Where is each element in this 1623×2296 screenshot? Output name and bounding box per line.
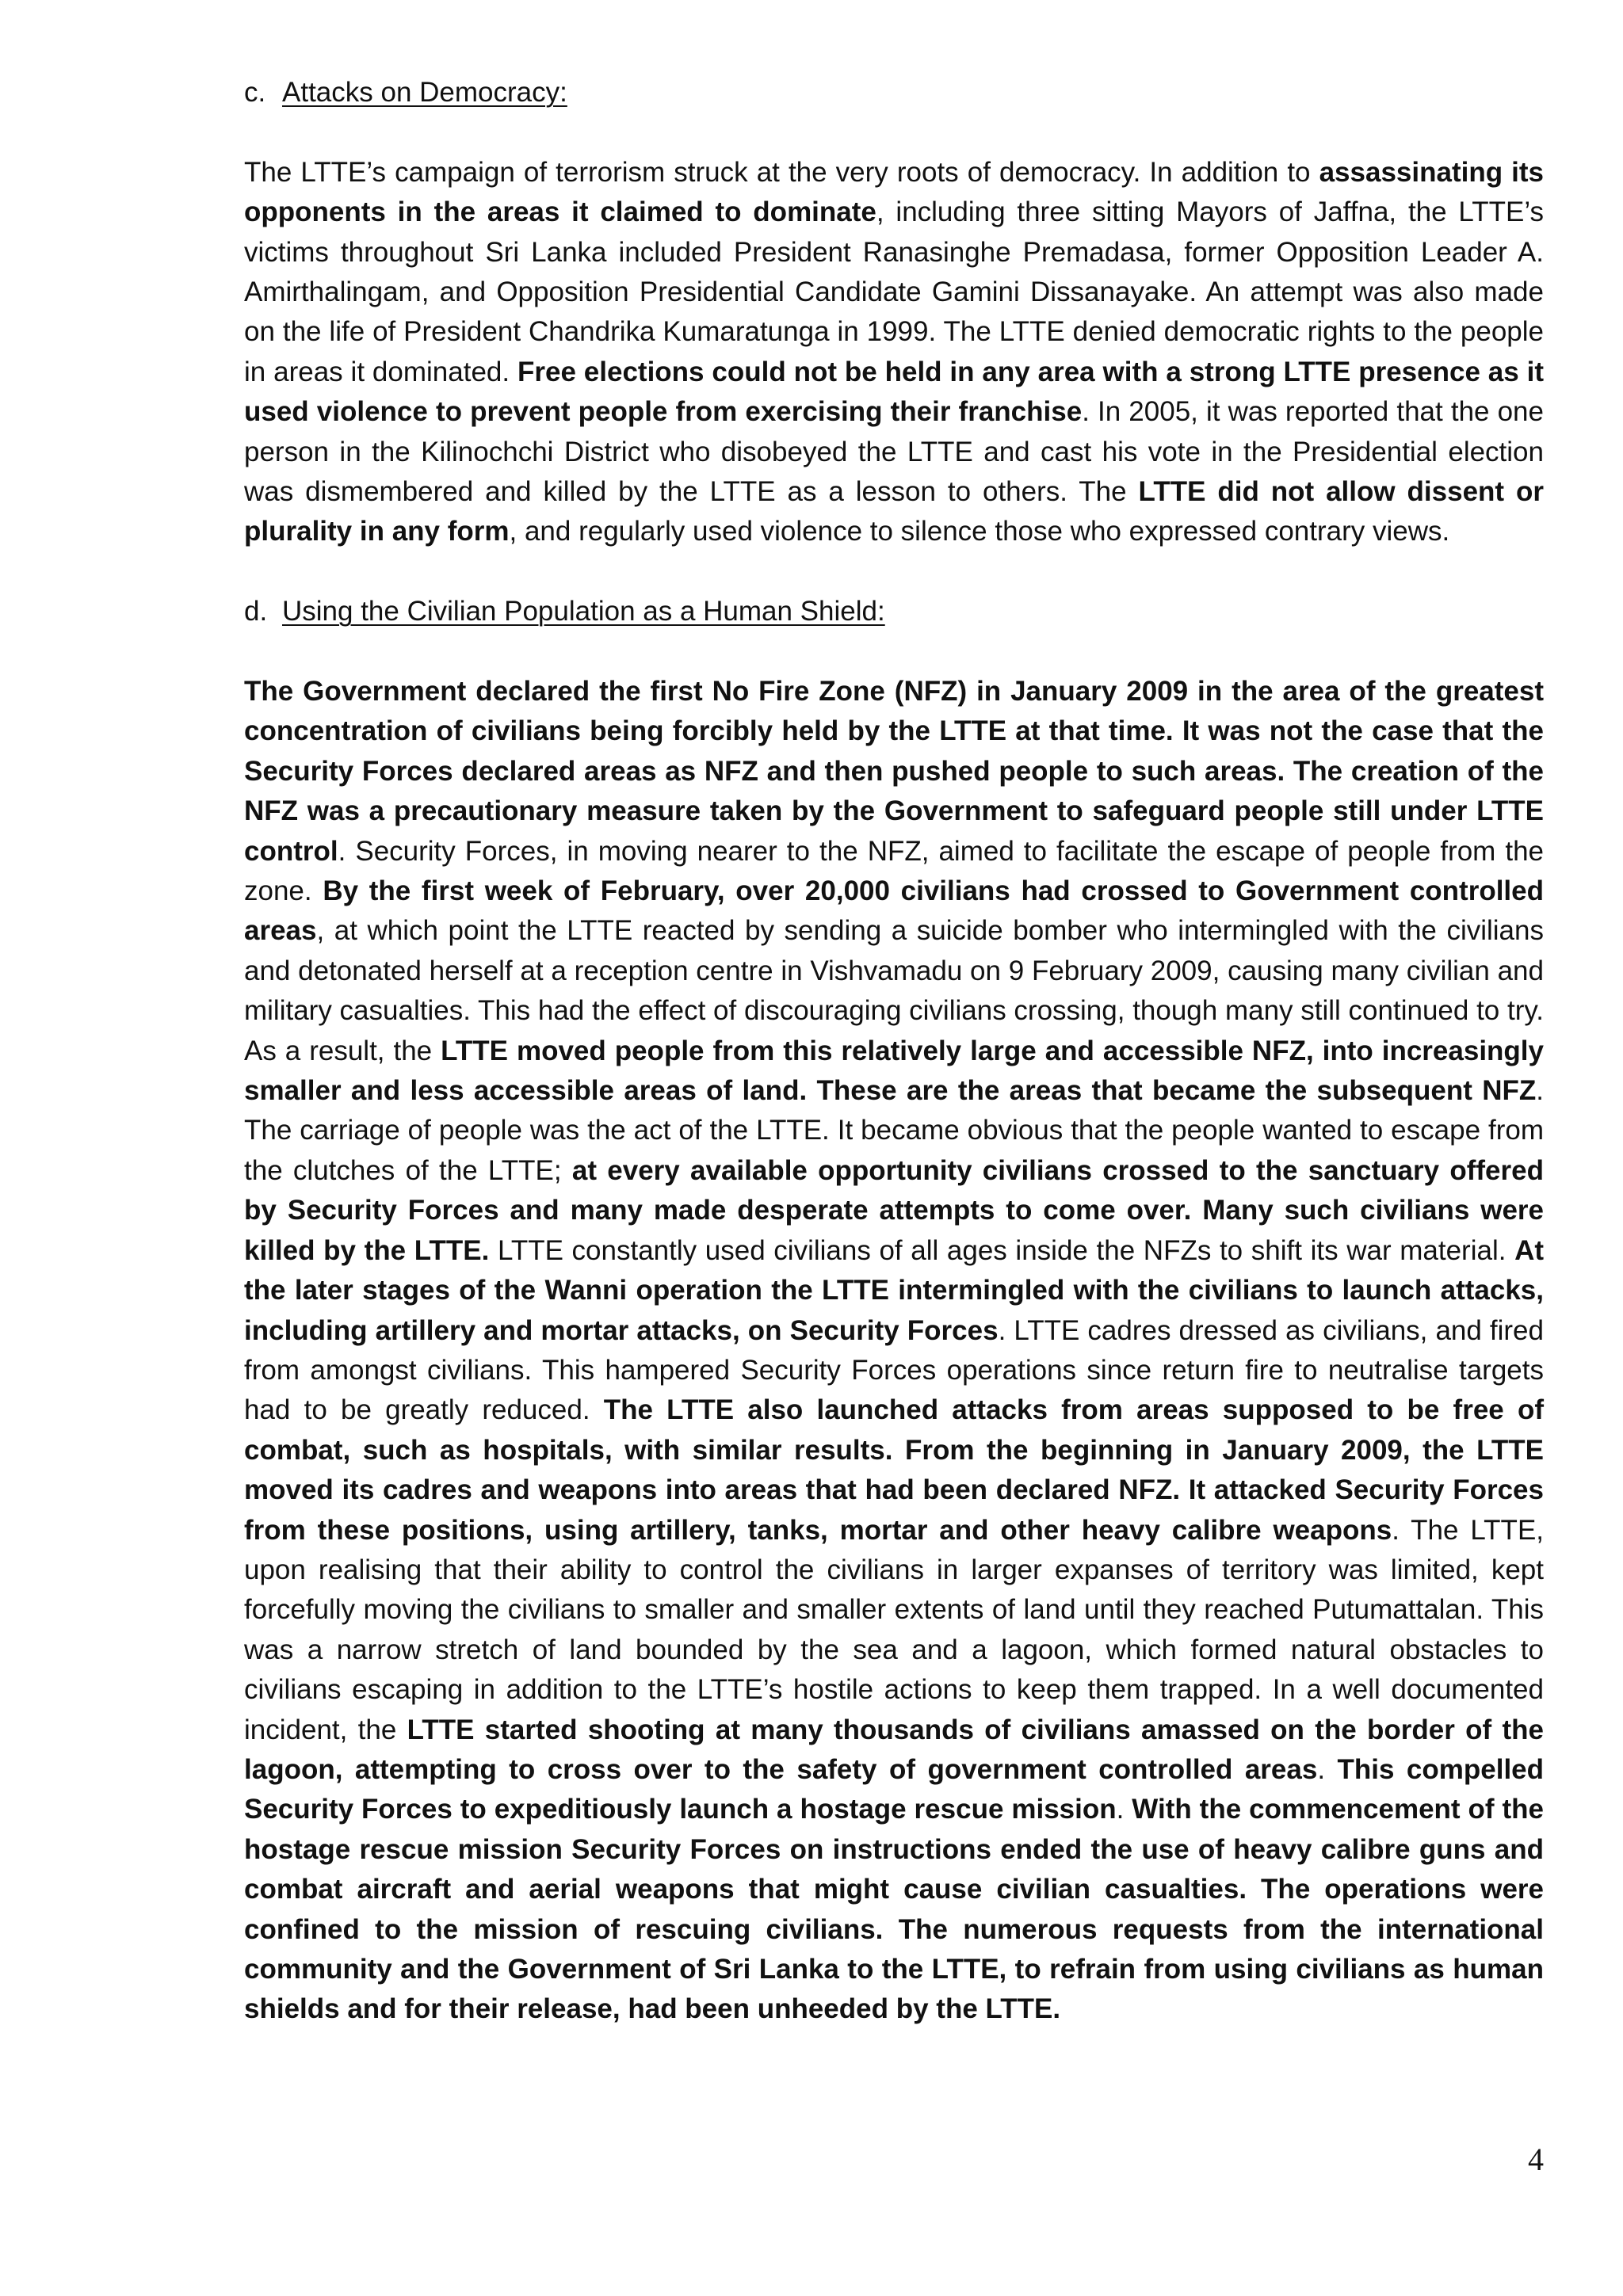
- text-run: .: [1116, 1794, 1132, 1825]
- bold-text-run: Free elections could not be held in any area with a strong LTTE presence as it used violence to prevent people from exercising their franchise: [244, 356, 1544, 428]
- text-run: , including three sitting Mayors of Jaffna, the LTTE’s victims throughout Sri Lanka included President Ranasinghe Premadasa, former Opposition Leader A. Amirthalingam, and Opposition Presidential Candidate Gamini Dissanayake. An attempt was also made on the life of President Chandrika Kumaratunga in 1999. The LTTE denied democratic rights to the people in areas it dominated.: [244, 196, 1545, 387]
- bold-text-run: assassinating its opponents in the areas it claimed to dominate: [244, 156, 1544, 228]
- section-c-letter: c.: [244, 77, 266, 108]
- text-run: LTTE constantly used civilians of all ages inside the NFZs to shift its war material.: [489, 1234, 1515, 1266]
- section-c-heading: [244, 73, 1544, 113]
- section-c-title: Attacks on Democracy:: [282, 77, 567, 108]
- text-run: The LTTE’s campaign of terrorism struck at the very roots of democracy. In addition to: [244, 156, 1319, 188]
- bold-text-run: LTTE did not allow dissent or plurality in any form: [244, 476, 1544, 547]
- section-d-heading: [244, 592, 1544, 631]
- section-d-paragraph: [244, 672, 1544, 2030]
- text-run: . LTTE cadres dressed as civilians, and fired from amongst civilians. This hampered Security Forces operations since return fire to neutralise targets had to be greatly reduced.: [244, 1314, 1544, 1426]
- section-d-letter: d.: [244, 596, 268, 627]
- bold-text-run: The LTTE also launched attacks from areas supposed to be free of combat, such as hospitals, with similar results. From the beginning in January 2009, the LTTE moved its cadres and weapons into areas that had been declared NFZ. It attacked Security Forces from these positions, using artillery, tanks, mortar and other heavy calibre weapons: [244, 1394, 1544, 1546]
- text-run: , at which point the LTTE reacted by sending a suicide bomber who intermingled with the civilians and detonated herself at a reception centre in Vishvamadu on 9 February 2009, causing many civilian and military casualties. This had the effect of discouraging civilians crossing, though many still continued to try. As a result, the: [244, 915, 1544, 1066]
- section-d-title: Using the Civilian Population as a Human Shield:: [282, 596, 885, 627]
- bold-text-run: By the first week of February, over 20,000 civilians had crossed to Government controlled areas: [244, 875, 1544, 947]
- text-run: . In 2005, it was reported that the one person in the Kilinochchi District who disobeyed the LTTE and cast his vote in the Presidential election was dismembered and killed by the LTTE as a lesson to others. The: [244, 396, 1544, 508]
- bold-text-run: The Government declared the first No Fire Zone (NFZ) in January 2009 in the area of the greatest concentration of civilians being forcibly held by the LTTE at that time. It was not the case that the Security Forces declared areas as NFZ and then pushed people to such areas. The creation of the NFZ was a precautionary measure taken by the Government to safeguard people still under LTTE control: [244, 676, 1544, 867]
- bold-text-run: at every available opportunity civilians crossed to the sanctuary offered by Security Forces and many made desperate attempts to come over. Many such civilians were killed by the LTTE.: [244, 1154, 1544, 1266]
- text-run: . Security Forces, in moving nearer to the NFZ, aimed to facilitate the escape of people from the zone.: [244, 835, 1544, 907]
- bold-text-run: LTTE moved people from this relatively large and accessible NFZ, into increasingly smaller and less accessible areas of land. These are the areas that became the subsequent NFZ: [244, 1035, 1545, 1107]
- section-c-paragraph: [244, 153, 1544, 552]
- page-number: 4: [1528, 2142, 1544, 2177]
- bold-text-run: With the commencement of the hostage rescue mission Security Forces on instructions ended the use of heavy calibre guns and combat aircraft and aerial weapons that might cause civilian casualties. The operations were confined to the mission of rescuing civilians. The numerous requests from the international community and the Government of Sri Lanka to the LTTE, to refrain from using civilians as human shields and for their release, had been unheeded by the LTTE.: [244, 1794, 1544, 2025]
- bold-text-run: At the later stages of the Wanni operation the LTTE intermingled with the civilians to launch attacks, including artillery and mortar attacks, on Security Forces: [244, 1234, 1545, 1346]
- text-run: , and regularly used violence to silence those who expressed contrary views.: [509, 516, 1450, 547]
- bold-text-run: LTTE started shooting at many thousands of civilians amassed on the border of the lagoon, attempting to cross over to the safety of government controlled areas: [244, 1714, 1544, 1785]
- text-run: . The carriage of people was the act of the LTTE. It became obvious that the people wanted to escape from the clutches of the LTTE;: [244, 1075, 1544, 1186]
- text-run: .: [1317, 1753, 1338, 1785]
- text-run: . The LTTE, upon realising that their ability to control the civilians in larger expanses of territory was limited, kept forcefully moving the civilians to smaller and smaller extents of land until they reached Putumattalan. This was a narrow stretch of land bounded by the sea and a lagoon, which formed natural obstacles to civilians escaping in addition to the LTTE’s hostile actions to keep them trapped. In a well documented incident, the: [244, 1514, 1545, 1745]
- bold-text-run: This compelled Security Forces to expeditiously launch a hostage rescue mission: [244, 1753, 1545, 1825]
- page-content: [244, 73, 1544, 2069]
